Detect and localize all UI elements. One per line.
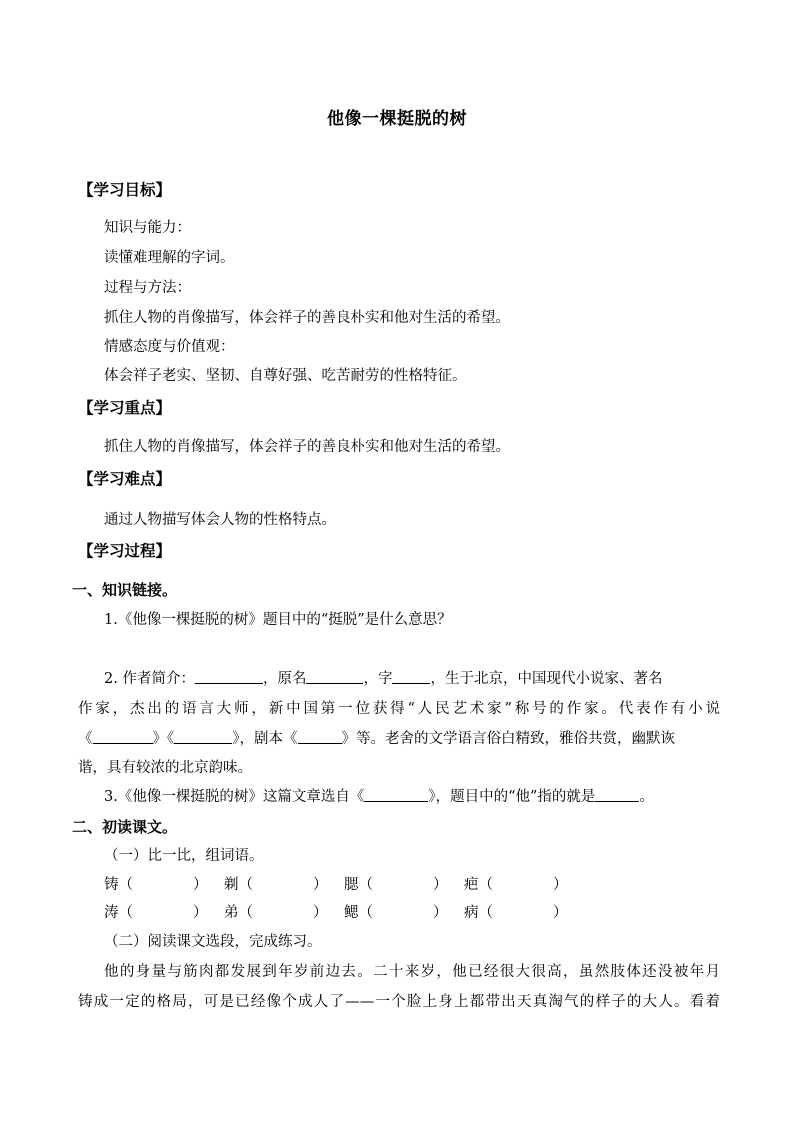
- question-2-text: ，字: [363, 671, 393, 687]
- objective-line: 情感态度与价值观：: [104, 339, 235, 355]
- answer-blank[interactable]: [392, 669, 430, 684]
- difficulties-text: 通过人物描写体会人物的性格特点。: [104, 512, 336, 528]
- question-2-line-4: 谐，具有较浓的北京韵味。: [78, 760, 252, 776]
- word-paren-close: ）: [193, 905, 208, 921]
- word-char: 疤（: [464, 877, 493, 893]
- question-2-text: 《: [78, 731, 93, 747]
- part-1-heading: （一）比一比，组词语。: [104, 848, 264, 864]
- word-paren-close: ）: [433, 905, 448, 921]
- section-header-objectives: 【学习目标】: [78, 180, 172, 199]
- word-paren-close: ）: [553, 877, 568, 893]
- word-char: 病（: [464, 905, 493, 921]
- objective-line: 知识与能力：: [104, 220, 191, 236]
- question-2-text: ，生于北京，中国现代小说家、著名: [430, 671, 663, 687]
- section-header-process: 【学习过程】: [78, 541, 172, 560]
- answer-blank[interactable]: [93, 729, 153, 744]
- question-1: 1.《他像一棵挺脱的树》题目中的“挺脱”是什么意思？: [104, 612, 452, 628]
- question-2-text: 》等。老舍的文学语言俗白精致，雅俗共赏，幽默诙: [341, 731, 675, 747]
- question-2-text: 》，剧本《: [232, 731, 298, 747]
- objective-line: 过程与方法：: [104, 280, 191, 296]
- word-char: 腮（: [344, 877, 373, 893]
- word-char: 弟（: [224, 905, 253, 921]
- objective-line: 体会祥子老实、坚韧、自尊好强、吃苦耐劳的性格特征。: [104, 368, 467, 384]
- answer-blank[interactable]: [174, 729, 232, 744]
- passage-line: 他的身量与筋肉都发展到年岁前边去。二十来岁，他已经很大很高，虽然肢体还没被年月: [104, 964, 720, 980]
- word-char: 铸（: [104, 877, 133, 893]
- word-char: 剃（: [224, 877, 253, 893]
- word-paren-close: ）: [433, 877, 448, 893]
- knowledge-link-heading: 一、知识链接。: [72, 581, 178, 599]
- section-header-keypoints: 【学习重点】: [78, 398, 172, 417]
- passage-line: 铸成一定的格局，可是已经像个成人了——一个脸上身上都带出天真淘气的样子的大人。看着: [78, 994, 720, 1010]
- keypoints-text: 抓住人物的肖像描写，体会祥子的善良朴实和他对生活的希望。: [104, 439, 510, 455]
- question-2-line-3: [78, 729, 675, 749]
- answer-blank[interactable]: [298, 729, 342, 744]
- word-char: 涛（: [104, 905, 133, 921]
- question-3-text: 3.《他像一棵挺脱的树》这篇文章选自《: [104, 789, 365, 805]
- question-2-text: ，原名: [262, 671, 307, 687]
- word-paren-close: ）: [193, 877, 208, 893]
- objective-line: 抓住人物的肖像描写，体会祥子的善良朴实和他对生活的希望。: [104, 310, 510, 326]
- word-paren-close: ）: [313, 877, 328, 893]
- page-title: 他像一棵挺脱的树: [327, 109, 467, 129]
- word-paren-close: ）: [313, 905, 328, 921]
- question-2-line-2: 作家，杰出的语言大师，新中国第一位获得“人民艺术家”称号的作家。代表作有小说: [78, 701, 720, 717]
- answer-blank[interactable]: [364, 787, 428, 802]
- question-3-text: 。: [639, 789, 654, 805]
- answer-blank[interactable]: [595, 787, 639, 802]
- question-3: [104, 787, 654, 807]
- question-2-line-1: [104, 669, 662, 689]
- answer-blank[interactable]: [306, 669, 363, 684]
- section-header-difficulties: 【学习难点】: [78, 469, 172, 488]
- question-2-text: 2. 作者简介：: [104, 671, 195, 687]
- first-reading-heading: 二、初读课文。: [72, 818, 178, 836]
- objective-line: 读懂难理解的字词。: [104, 250, 235, 266]
- answer-blank[interactable]: [195, 669, 263, 684]
- question-2-text: 》《: [152, 731, 175, 747]
- question-3-text: 》，题目中的“他”指的就是: [428, 789, 596, 805]
- part-2-heading: （二）阅读课文选段，完成练习。: [104, 934, 322, 950]
- word-paren-close: ）: [553, 905, 568, 921]
- word-char: 鳃（: [344, 905, 373, 921]
